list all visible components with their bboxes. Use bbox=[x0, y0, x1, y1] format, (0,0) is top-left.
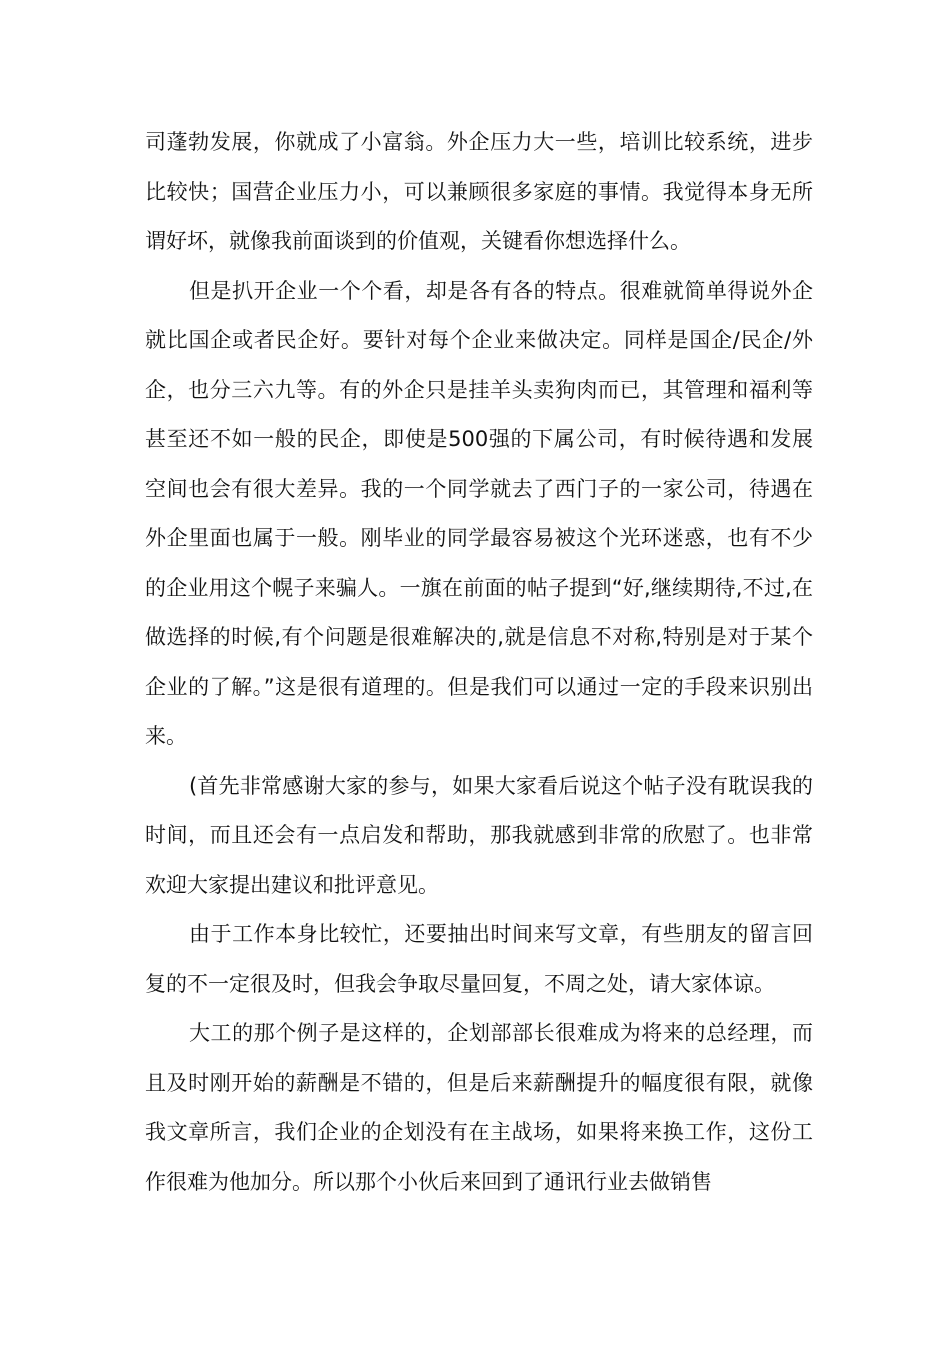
paragraph-company-differences: 但是扒开企业一个个看，却是各有各的特点。很难就简单得说外企就比国企或者民企好。要针对每个企业来做决定。同样是国企/民企/外企，也分三六九等。有的外企只是挂羊头卖狗肉而已，其管理和福利等甚至还不如一般的民企，即使是500强的下属公司，有时候待遇和发展空间也会有很大差异。我的一个同学就去了西门子的一家公司，待遇在外企里面也属于一般。刚毕业的同学最容易被这个光环迷惑，也有不少的企业用这个幌子来骗人。一旗在前面的帖子提到“好,继续期待,不过,在做选择的时候,有个问题是很难解决的,就是信息不对称,特别是对于某个企业的了解。”这是很有道理的。但是我们可以通过一定的手段来识别出来。 bbox=[145, 278, 813, 748]
paragraph-reply-note: 由于工作本身比较忙，还要抽出时间来写文章，有些朋友的留言回复的不一定很及时，但我会争取尽量回复，不周之处，请大家体谅。 bbox=[145, 922, 813, 996]
paragraph-example: 大工的那个例子是这样的，企划部部长很难成为将来的总经理，而且及时刚开始的薪酬是不错的，但是后来薪酬提升的幅度很有限，就像我文章所言，我们企业的企划没有在主战场，如果将来换工作，这份工作很难为他加分。所以那个小伙后来回到了通讯行业去做销售 bbox=[145, 1021, 813, 1194]
paragraph-continuation: 司蓬勃发展，你就成了小富翁。外企压力大一些，培训比较系统，进步比较快；国营企业压力小，可以兼顾很多家庭的事情。我觉得本身无所谓好坏，就像我前面谈到的价值观，关键看你想选择什么。 bbox=[145, 130, 813, 253]
article-body bbox=[145, 118, 813, 1207]
paragraph-thanks: (首先非常感谢大家的参与，如果大家看后说这个帖子没有耽误我的时间，而且还会有一点启发和帮助，那我就感到非常的欣慰了。也非常欢迎大家提出建议和批评意见。 bbox=[145, 773, 813, 897]
